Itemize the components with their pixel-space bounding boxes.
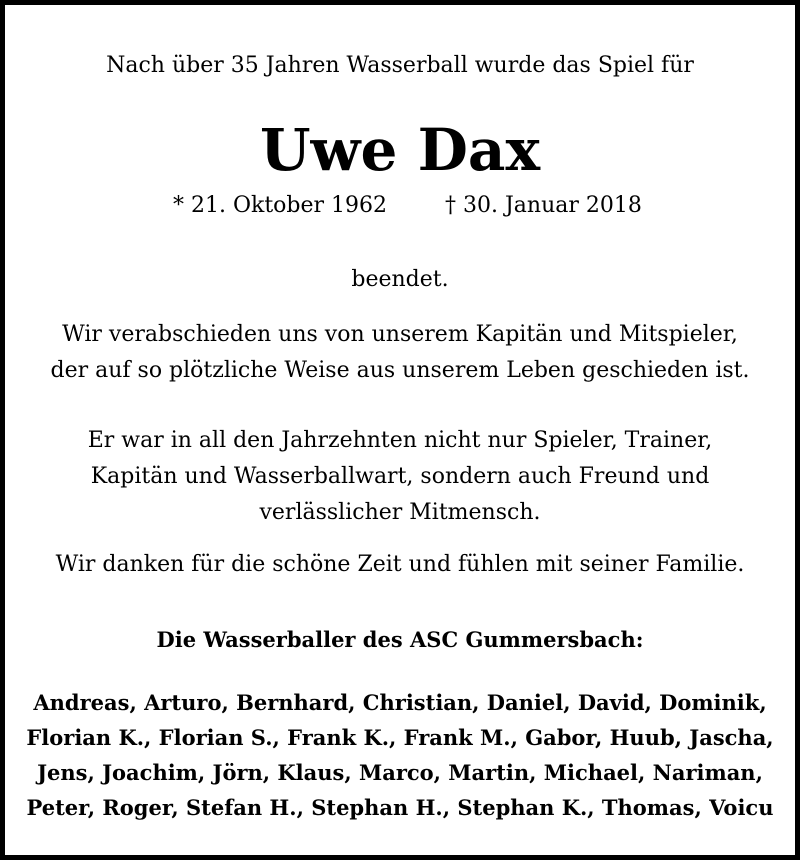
farewell-paragraph bbox=[5, 317, 795, 389]
farewell-line: der auf so plötzliche Weise aus unserem Leben geschieden ist. bbox=[50, 358, 750, 383]
deceased-name: Uwe Dax bbox=[259, 116, 541, 184]
signature-heading: Die Wasserballer des ASC Gummersbach: bbox=[156, 627, 644, 652]
life-dates bbox=[5, 191, 795, 221]
tribute-paragraph bbox=[5, 423, 795, 531]
death-date: † 30. Januar 2018 bbox=[445, 193, 642, 218]
tribute-line: verlässlicher Mitmensch. bbox=[259, 500, 541, 525]
tribute-line: Kapitän und Wasserballwart, sondern auch Freund und bbox=[90, 464, 710, 489]
names-line: Peter, Roger, Stefan H., Stephan H., Stephan K., Thomas, Voicu bbox=[26, 795, 774, 820]
signatory-names bbox=[5, 685, 795, 825]
thanks-paragraph: Wir danken für die schöne Zeit und fühlen mit seiner Familie. bbox=[55, 552, 745, 577]
names-line: Florian K., Florian S., Frank K., Frank M., Gabor, Huub, Jascha, bbox=[26, 725, 774, 750]
birth-date: * 21. Oktober 1962 bbox=[173, 193, 388, 218]
intro-text: Nach über 35 Jahren Wasserball wurde das Spiel für bbox=[106, 53, 694, 78]
names-line: Jens, Joachim, Jörn, Klaus, Marco, Martin, Michael, Nariman, bbox=[37, 760, 763, 785]
closing-word: beendet. bbox=[351, 267, 449, 292]
farewell-line: Wir verabschieden uns von unserem Kapitän und Mitspieler, bbox=[62, 322, 738, 347]
tribute-line: Er war in all den Jahrzehnten nicht nur Spieler, Trainer, bbox=[87, 428, 713, 453]
names-line: Andreas, Arturo, Bernhard, Christian, Daniel, David, Dominik, bbox=[33, 690, 767, 715]
